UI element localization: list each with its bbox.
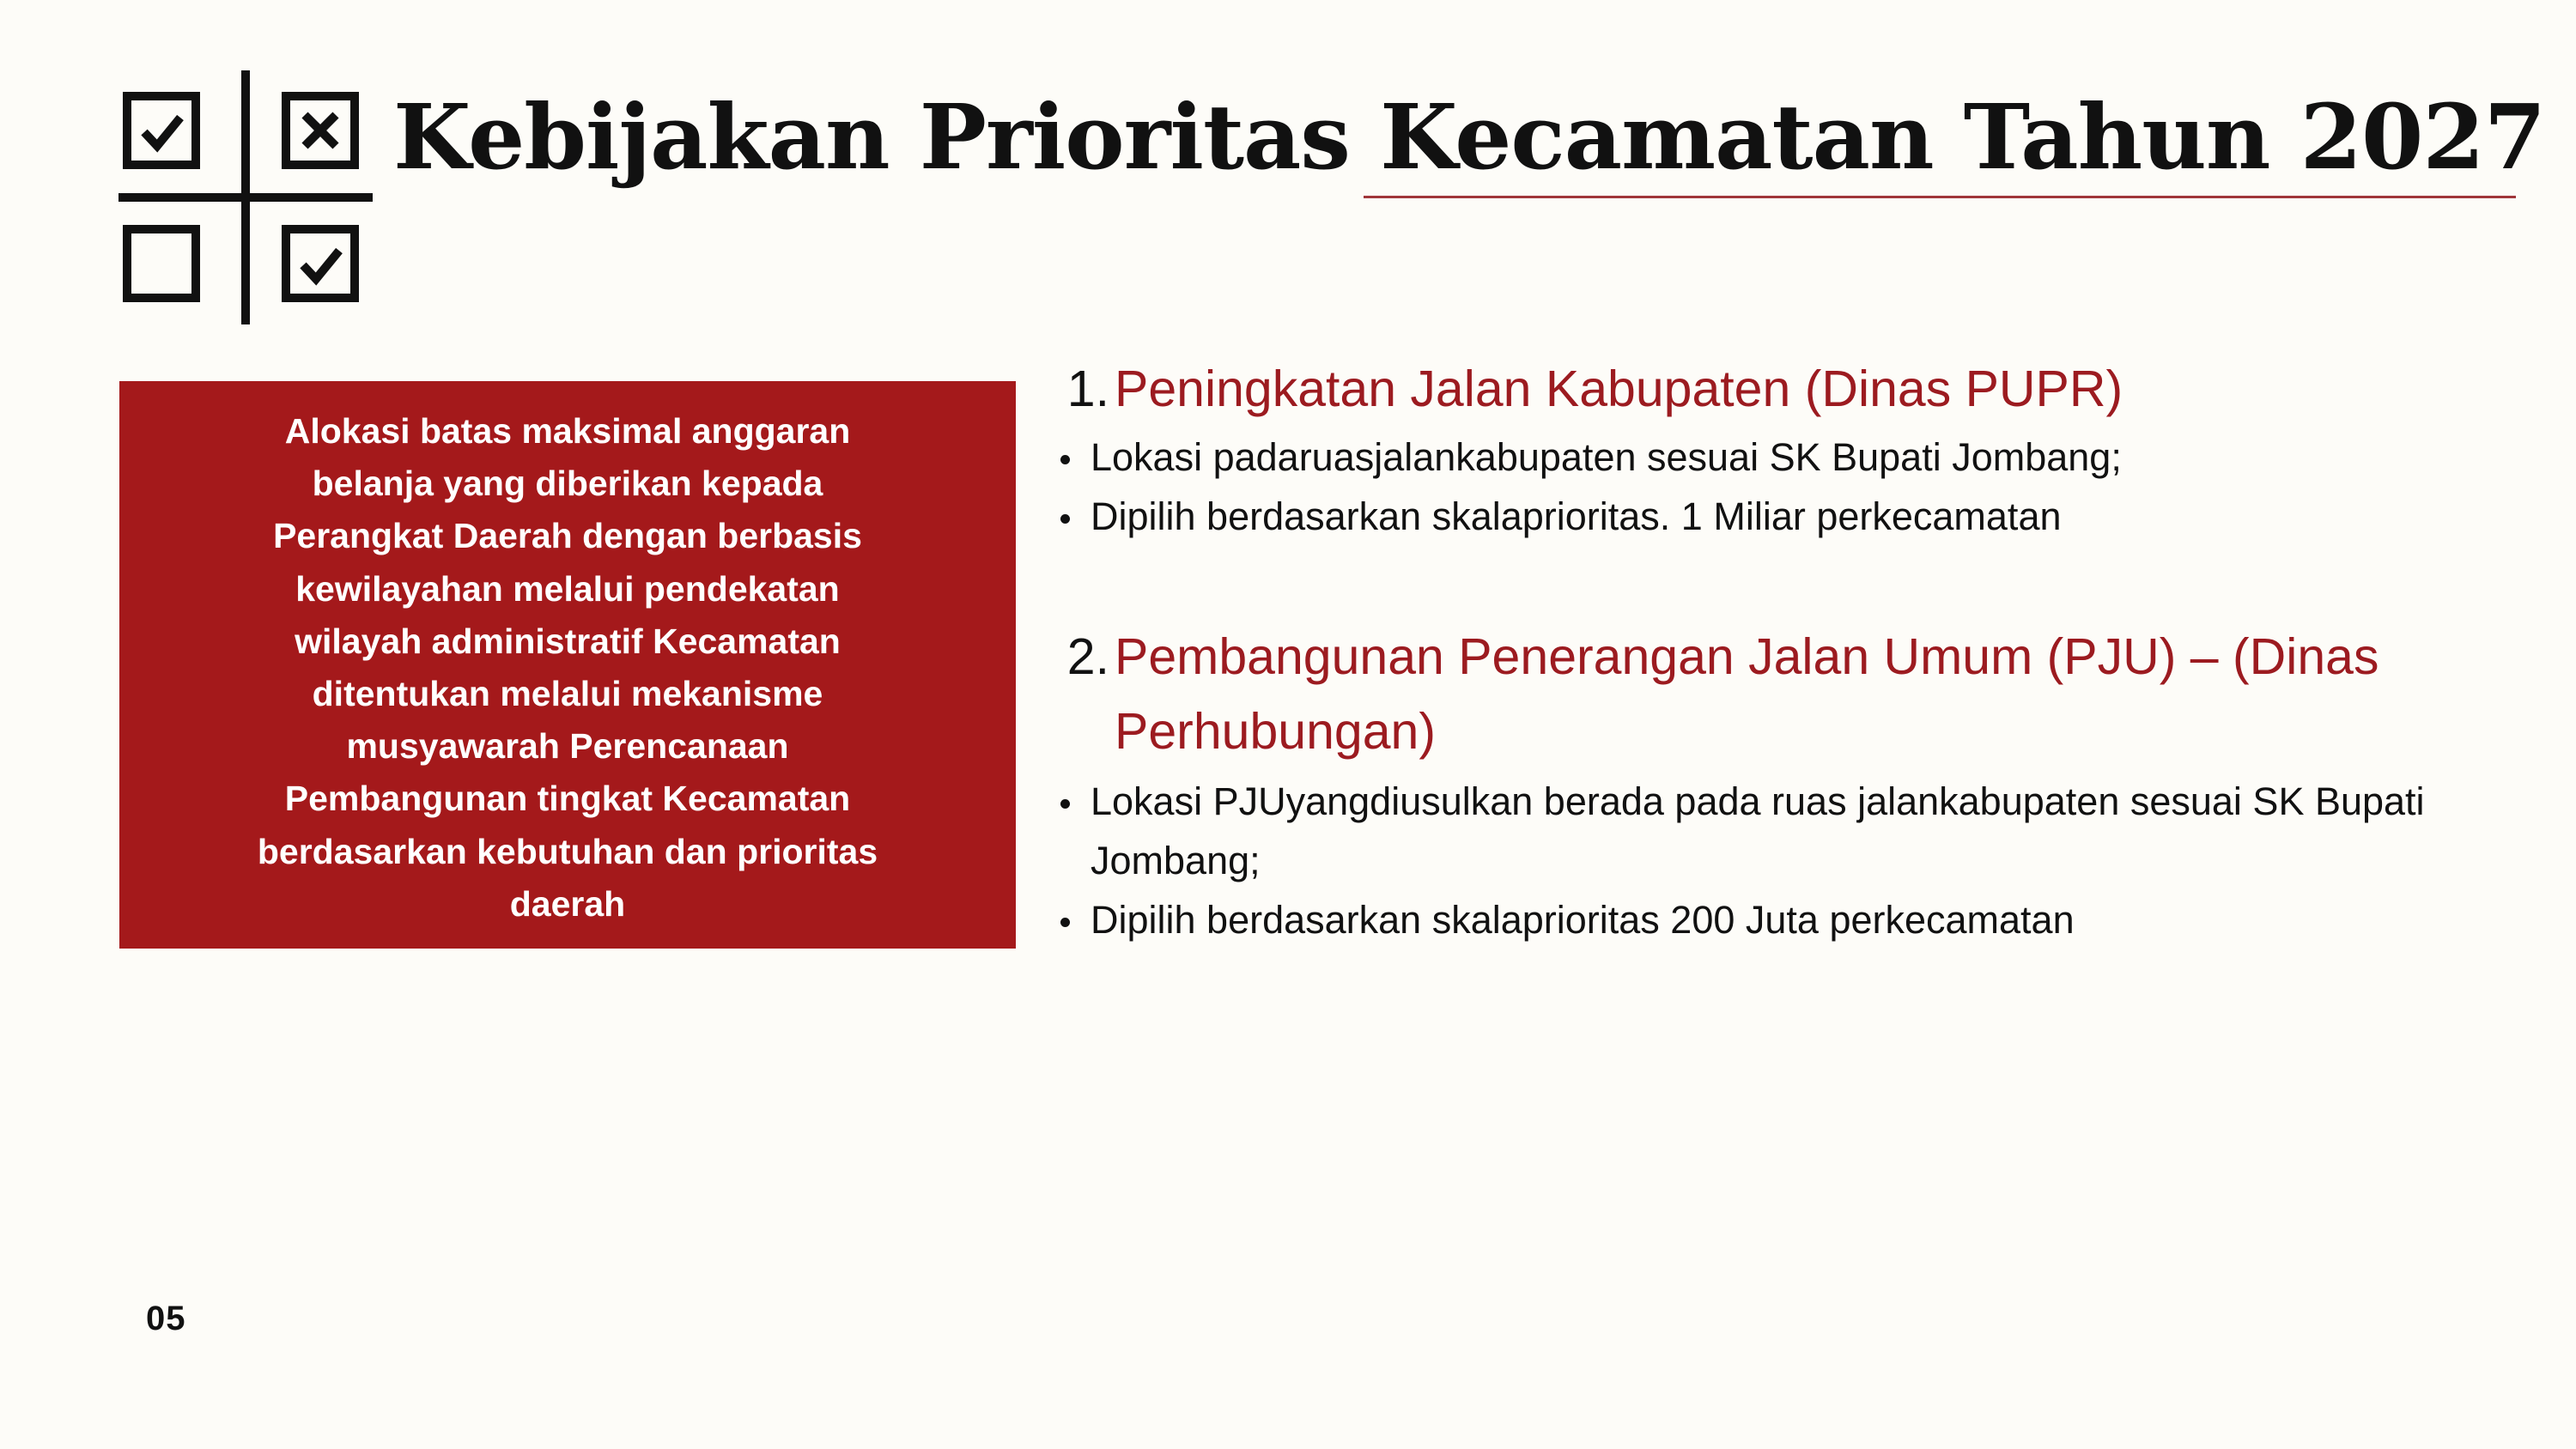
section-2-heading [1065, 620, 2499, 769]
list-item: Dipilih berdasarkan skalaprioritas 200 Juta perkecamatan [1056, 890, 2499, 949]
section-2-bullets [1056, 772, 2499, 949]
section-1-heading [1065, 352, 2524, 427]
section-1-title: Peningkatan Jalan Kabupaten (Dinas PUPR) [1115, 361, 2123, 417]
callout-box [119, 381, 1016, 949]
list-item: Lokasi padaruasjalankabupaten sesuai SK Bupati Jombang; [1056, 427, 2516, 487]
callout-text: Alokasi batas maksimal anggaran belanja yang diberikan kepada Perangkat Daerah dengan berbasis kewilayahan melalui pendekatan wilayah administratif Kecamatan ditentukan melalui mekanisme musyawarah Perencanaan Pembangunan tingkat Kecamatan berdasarkan kebutuhan dan prioritas daerah [257, 411, 878, 924]
section-1-number: 1. [1066, 361, 1109, 417]
page-title: Kebijakan Prioritas Kecamatan Tahun 2027 [393, 84, 2546, 190]
list-item: Lokasi PJUyangdiusulkan berada pada ruas jalankabupaten sesuai SK Bupati Jombang; [1056, 772, 2499, 890]
section-1-bullets [1056, 427, 2516, 546]
section-2-number: 2. [1066, 628, 1109, 685]
section-2-title: Pembangunan Penerangan Jalan Umum (PJU) – (Dinas Perhubungan) [1115, 628, 2379, 760]
checklist-grid-icon [118, 70, 373, 324]
page-number: 05 [146, 1300, 186, 1337]
list-item: Dipilih berdasarkan skalaprioritas. 1 Miliar perkecamatan [1056, 487, 2516, 546]
title-divider [1364, 196, 2516, 198]
